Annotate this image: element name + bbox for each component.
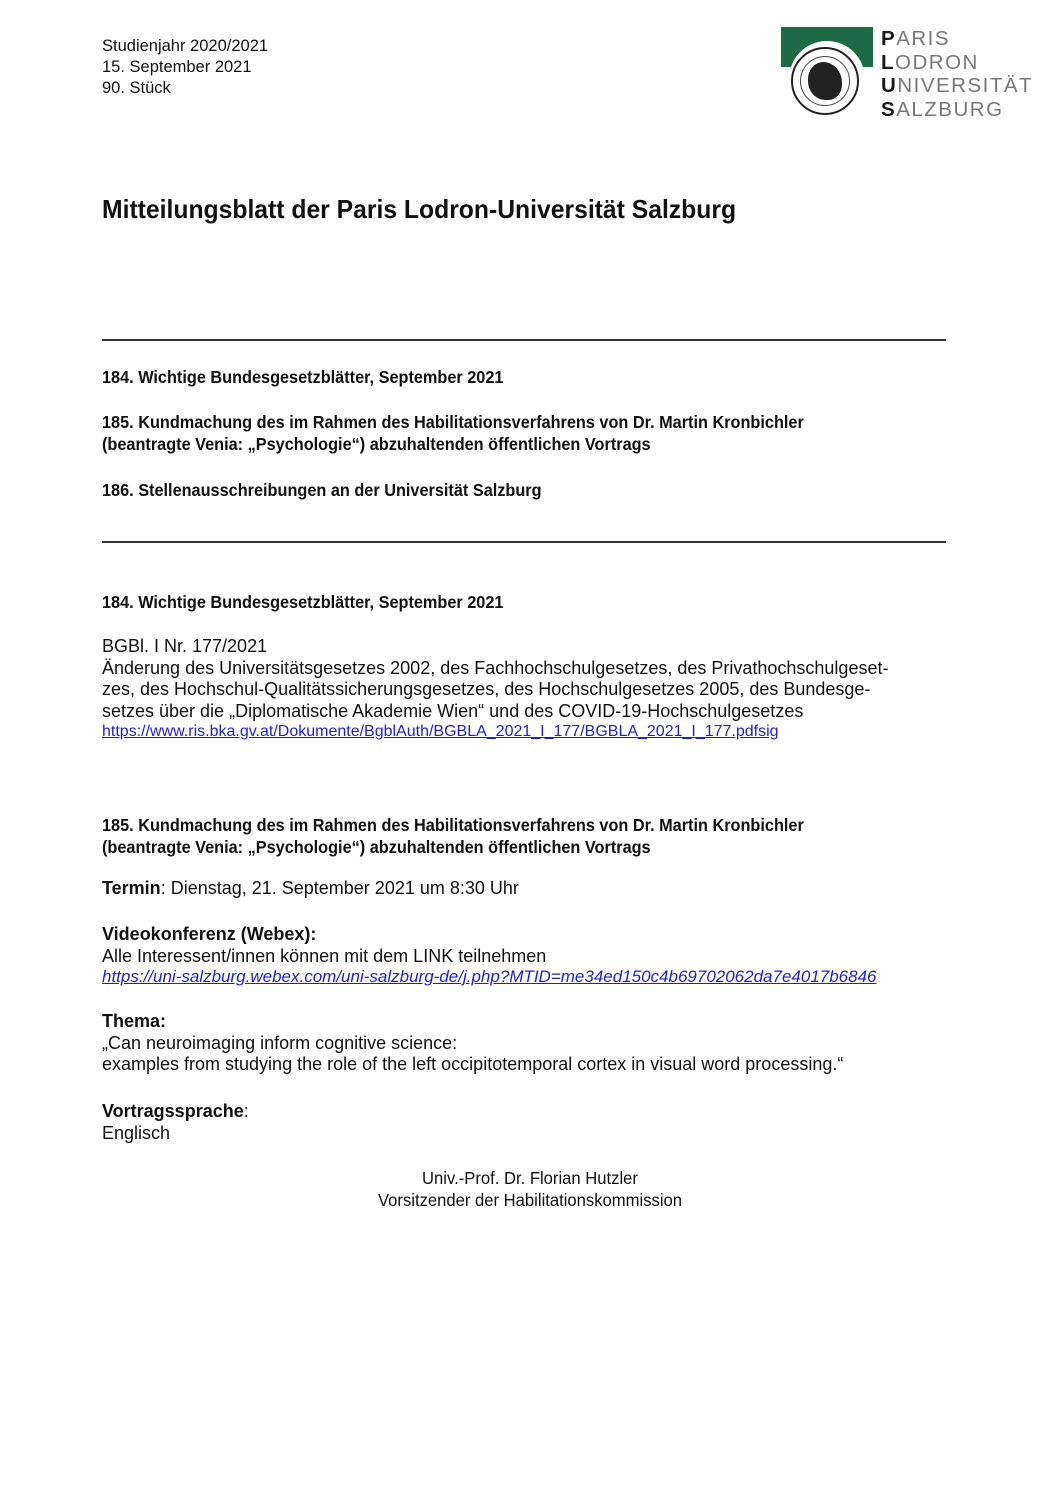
video-text: Alle Interessent/innen können mit dem LINK teilnehmen [102, 945, 547, 966]
logo-initial: P [881, 27, 897, 50]
termin-label: Termin [102, 878, 161, 898]
section-184-body [102, 636, 888, 742]
termin-value: : Dienstag, 21. September 2021 um 8:30 Uhr [160, 878, 519, 898]
termin [102, 878, 519, 900]
sprache-value: Englisch [102, 1122, 171, 1143]
logo-word: ARIS [896, 27, 951, 50]
bgbl-text-line: setzes über die „Diplomatische Akademie Wien“ und des COVID-19-Hochschulgesetzes [102, 700, 804, 721]
bgbl-link[interactable]: https://www.ris.bka.gv.at/Dokumente/BgblAuth/BGBLA_2021_I_177/BGBLA_2021_I_177.pdfsig [102, 723, 779, 740]
section-184-heading: 184. Wichtige Bundesgesetzblätter, September 2021 [102, 592, 504, 612]
toc-item-185 [102, 411, 804, 455]
issue-meta [102, 36, 268, 99]
toc-item-185-line1: 185. Kundmachung des im Rahmen des Habilitationsverfahrens von Dr. Martin Kronbichler [102, 412, 804, 432]
logo-word: ALZBURG [896, 97, 1004, 121]
signature-role: Vorsitzender der Habilitationskommission [378, 1190, 682, 1210]
logo-wordmark [881, 27, 1033, 121]
signature-name: Univ.-Prof. Dr. Florian Hutzler [422, 1168, 638, 1188]
thema-line: „Can neuroimaging inform cognitive science: [102, 1032, 458, 1053]
lion-seal-icon [791, 47, 859, 115]
thema-line: examples from studying the role of the left occipitotemporal cortex in visual word processing.“ [102, 1054, 844, 1074]
toc-item-186: 186. Stellenausschreibungen an der Universität Salzburg [102, 480, 542, 500]
webex-link[interactable]: https://uni-salzburg.webex.com/uni-salzburg-de/j.php?MTID=me34ed150c4b69702062da7e4017b6846 [102, 967, 877, 986]
issue-number: 90. Stück [102, 79, 171, 97]
lion-icon [808, 62, 842, 100]
academic-year: Studienjahr 2020/2021 [102, 37, 269, 55]
logo-initial: U [881, 74, 898, 97]
document-title: Mitteilungsblatt der Paris Lodron-Universität Salzburg [102, 194, 737, 224]
section-185-heading-line1: 185. Kundmachung des im Rahmen des Habilitationsverfahrens von Dr. Martin Kronbichler [102, 815, 804, 835]
divider [102, 339, 946, 341]
logo-word: NIVERSITÄT [897, 74, 1034, 97]
thema [102, 1011, 843, 1076]
toc-item-185-line2: (beantragte Venia: „Psychologie“) abzuhaltenden öffentlichen Vortrags [102, 434, 651, 454]
university-logo [781, 27, 1034, 149]
signature [340, 1167, 720, 1211]
section-185-heading-line2: (beantragte Venia: „Psychologie“) abzuhaltenden öffentlichen Vortrags [102, 837, 651, 857]
videoconference [102, 924, 877, 987]
toc-item-184: 184. Wichtige Bundesgesetzblätter, September 2021 [102, 367, 504, 387]
section-185-heading [102, 814, 804, 858]
divider [102, 541, 946, 543]
logo-initial: S [881, 97, 897, 121]
sprache-colon: : [243, 1101, 249, 1121]
logo-initial: L [881, 50, 896, 74]
bgbl-text-line: zes, des Hochschul-Qualitätssicherungsgesetzes, des Hochschulgesetzes 2005, des Bundesge- [102, 679, 871, 699]
logo-word: ODRON [895, 50, 979, 74]
thema-label: Thema: [102, 1011, 167, 1031]
issue-date: 15. September 2021 [102, 58, 252, 76]
bgbl-text-line: Änderung des Universitätsgesetzes 2002, des Fachhochschulgesetzes, des Privathochschulgeset- [102, 657, 889, 678]
vortragssprache [102, 1101, 249, 1144]
sprache-label: Vortragssprache [102, 1101, 244, 1121]
bgbl-reference: BGBl. I Nr. 177/2021 [102, 636, 268, 656]
video-label: Videokonferenz (Webex): [102, 924, 317, 944]
